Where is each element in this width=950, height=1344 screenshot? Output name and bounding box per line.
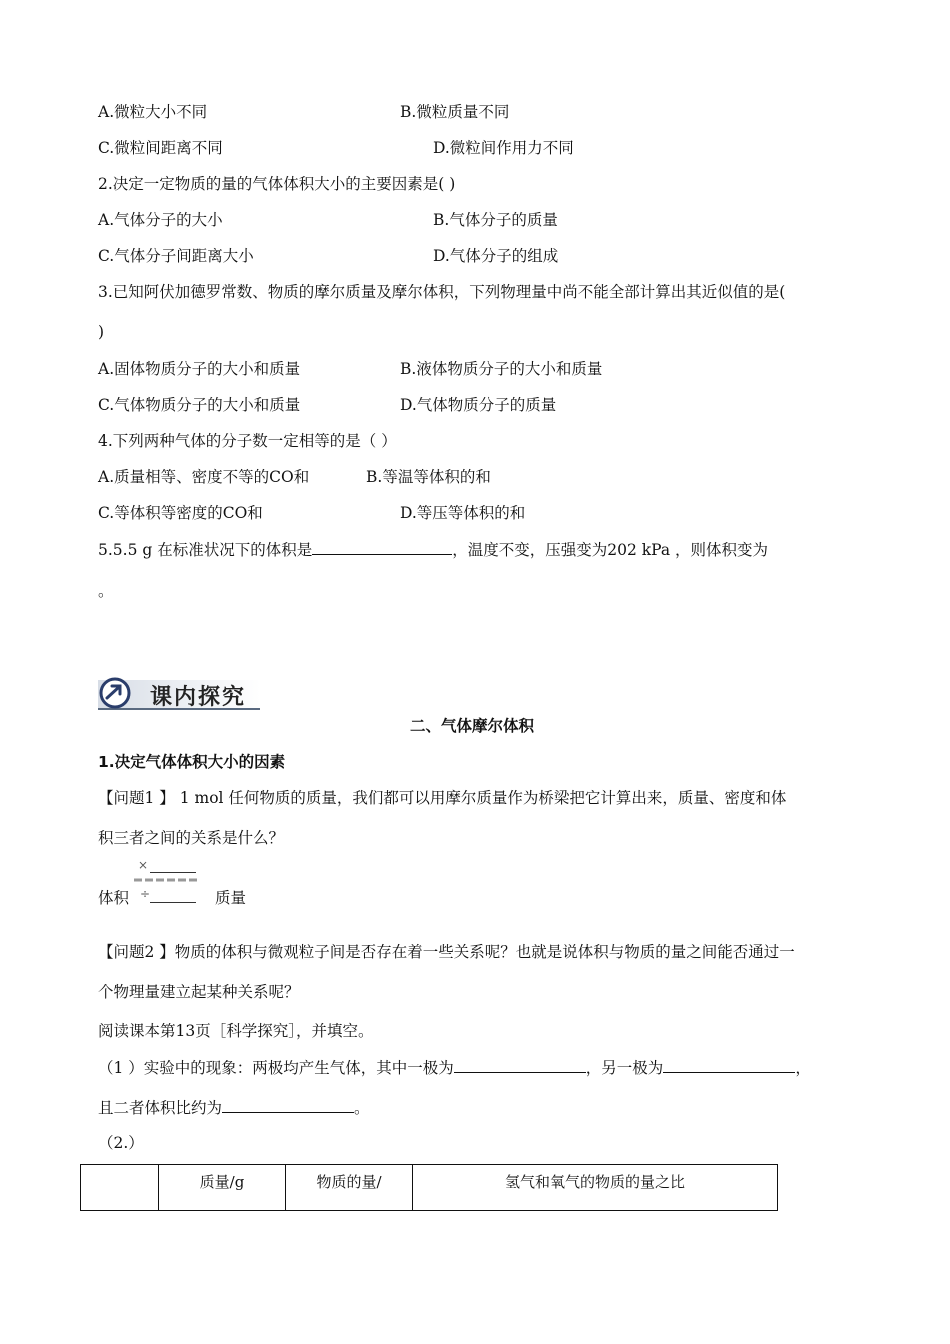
q4-option-d: D.等压等体积的和 (400, 504, 526, 522)
q4-stem: 4.下列两种气体的分子数一定相等的是（ ） (98, 432, 397, 450)
table-header-cell: 物质的量/ (286, 1165, 413, 1211)
section-subtitle: 1.决定气体体积大小的因素 (98, 753, 286, 771)
problem2-sub2: （2.） (98, 1134, 144, 1152)
q5-blank-1[interactable] (312, 539, 452, 555)
q1-option-b: B.微粒质量不同 (400, 103, 510, 121)
table-header-cell (81, 1165, 159, 1211)
table-header-cell: 氢气和氧气的物质的量之比 (413, 1165, 778, 1211)
q2-option-a: A.气体分子的大小 (98, 211, 223, 229)
q3-option-b: B.液体物质分子的大小和质量 (400, 360, 603, 378)
table-header-cell: 质量/g (159, 1165, 286, 1211)
mass-label: 质量 (215, 889, 247, 907)
q1-option-a: A.微粒大小不同 (98, 103, 208, 121)
problem2-sub1 (98, 1057, 811, 1078)
divide-sign: ÷ (140, 887, 151, 901)
q4-option-c: C.等体积等密度的CO和 (98, 504, 263, 522)
q1-option-c: C.微粒间距离不同 (98, 139, 223, 157)
problem1-line2: 积三者之间的关系是什么？ (98, 829, 285, 847)
volume-label: 体积 (98, 889, 130, 907)
banner-title: 课内探究 (150, 684, 247, 710)
arrow-icon (101, 679, 129, 707)
q5-text-2: ，温度不变，压强变为202 kPa ，则体积变为 (452, 541, 769, 559)
divide-blank[interactable] (150, 902, 196, 903)
q4-option-a: A.质量相等、密度不等的CO和 (98, 468, 310, 486)
q4-option-b: B.等温等体积的和 (366, 468, 491, 486)
data-table (80, 1164, 778, 1211)
q3-option-a: A.固体物质分子的大小和质量 (98, 360, 301, 378)
table-header-row (81, 1165, 778, 1211)
times-sign: × (138, 858, 149, 872)
q3-option-c: C.气体物质分子的大小和质量 (98, 396, 301, 414)
volume-ratio-blank[interactable] (222, 1097, 354, 1113)
double-arrow-icon (132, 876, 202, 884)
problem2-line2: 个物理量建立起某种关系呢？ (98, 983, 300, 1001)
q5-stem (98, 539, 768, 560)
q3-option-d: D.气体物质分子的质量 (400, 396, 557, 414)
sub1-text-4: 且二者体积比约为 (98, 1099, 223, 1117)
sub1-text-5: 。 (354, 1099, 370, 1117)
problem1-line1: 【问题1 】 1 mol 任何物质的质量，我们都可以用摩尔质量作为桥梁把它计算出来，质量、密度和体 (98, 789, 787, 807)
section-title: 二、气体摩尔体积 (410, 717, 535, 735)
sub1-text-3: ， (795, 1059, 811, 1077)
problem2-sub1-line2 (98, 1097, 370, 1118)
problem2-line3: 阅读课本第13页［科学探究］，并填空。 (98, 1022, 374, 1040)
times-blank[interactable] (150, 872, 196, 873)
sub1-text-1: （1 ）实验中的现象：两极均产生气体，其中一极为 (98, 1059, 454, 1077)
electrode-1-blank[interactable] (454, 1057, 586, 1073)
q5-text-1: 5.5.5 g 在标准状况下的体积是 (98, 541, 313, 559)
sub1-text-2: ，另一极为 (585, 1059, 664, 1077)
q2-stem: 2.决定一定物质的量的气体体积大小的主要因素是( ) (98, 175, 456, 193)
q1-option-d: D.微粒间作用力不同 (433, 139, 574, 157)
problem2-line1: 【问题2 】物质的体积与微观粒子间是否存在着一些关系呢？也就是说体积与物质的量之间能否通过一 (98, 943, 795, 961)
q5-end: 。 (98, 582, 114, 600)
q2-option-b: B.气体分子的质量 (433, 211, 558, 229)
q2-option-d: D.气体分子的组成 (433, 247, 559, 265)
electrode-2-blank[interactable] (663, 1057, 795, 1073)
q2-option-c: C.气体分子间距离大小 (98, 247, 254, 265)
q3-stem-line2: ) (98, 323, 105, 341)
q3-stem: 3.已知阿伏加德罗常数、物质的摩尔质量及摩尔体积，下列物理量中尚不能全部计算出其近似值的是( (98, 283, 786, 301)
